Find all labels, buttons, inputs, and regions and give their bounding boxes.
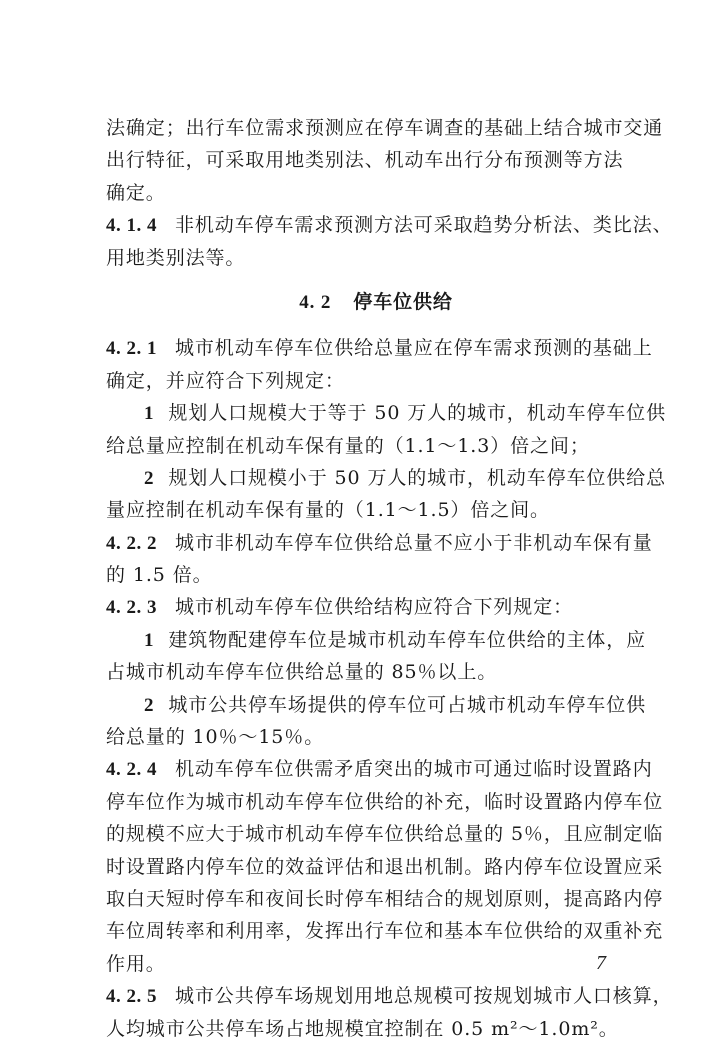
document-page xyxy=(106,112,673,1045)
clause-number: 4. 2. 4 xyxy=(106,759,157,781)
text-line: 给总量应控制在机动车保有量的（1.1～1.3）倍之间； xyxy=(106,434,590,457)
clause-number: 4. 2. 1 xyxy=(106,338,157,360)
clause-4-2-1 xyxy=(106,332,666,526)
clause-4-2-5 xyxy=(106,980,673,1045)
text-line: 机动车停车位供需矛盾突出的城市可通过临时设置路内 xyxy=(175,758,653,781)
text-line: 停车位作为城市机动车停车位供给的补充，临时设置路内停车位 xyxy=(106,790,664,813)
clause-4-2-3 xyxy=(106,591,646,753)
clause-number: 4. 2. 5 xyxy=(106,986,157,1008)
text-line: 作用。 xyxy=(106,952,166,975)
section-title: 停车位供给 xyxy=(353,290,453,313)
text-line: 非机动车停车需求预测方法可采取趋势分析法、类比法、 xyxy=(175,214,673,237)
item-number: 2 xyxy=(144,694,155,716)
clause-number: 4. 2. 2 xyxy=(106,532,157,554)
text-line: 给总量的 10％～15％。 xyxy=(106,726,325,749)
text-line: 量应控制在机动车保有量的（1.1～1.5）倍之间。 xyxy=(106,499,550,522)
item-number: 1 xyxy=(144,629,155,651)
text-line: 城市机动车停车位供给结构应符合下列规定： xyxy=(175,596,574,619)
clause-number: 4. 2. 3 xyxy=(106,597,157,619)
text-line: 规划人口规模小于 50 万人的城市，机动车停车位供给总 xyxy=(168,466,666,489)
clause-4-1-4 xyxy=(106,209,673,274)
text-line: 人均城市公共停车场占地规模宜控制在 0.5 m²～1.0m²。 xyxy=(106,1017,619,1040)
text-line: 用地类别法等。 xyxy=(106,246,246,269)
text-line: 城市机动车停车位供给总量应在停车需求预测的基础上 xyxy=(175,337,653,360)
text-line: 确定，并应符合下列规定： xyxy=(106,369,345,392)
text-line: 的 1.5 倍。 xyxy=(106,564,213,587)
text-line: 出行特征，可采取用地类别法、机动车出行分布预测等方法 xyxy=(106,149,624,172)
item-number: 1 xyxy=(144,403,155,425)
text-line: 城市公共停车场提供的停车位可占城市机动车停车位供 xyxy=(168,693,647,716)
text-line: 时设置路内停车位的效益评估和退出机制。路内停车位设置应采 xyxy=(106,855,664,878)
text-line: 确定。 xyxy=(106,181,166,204)
text-line: 的规模不应大于城市机动车停车位供给总量的 5％，且应制定临 xyxy=(106,823,664,846)
section-heading xyxy=(106,286,646,318)
text-line: 车位周转率和利用率，发挥出行车位和基本车位供给的双重补充 xyxy=(106,920,664,943)
page-number: 7 xyxy=(596,952,606,974)
text-line: 规划人口规模大于等于 50 万人的城市，机动车停车位供 xyxy=(168,402,666,425)
text-line: 取白天短时停车和夜间长时停车相结合的规划原则，提高路内停 xyxy=(106,887,664,910)
clause-4-2-2 xyxy=(106,527,653,592)
intro-paragraph xyxy=(106,112,664,209)
section-number: 4. 2 xyxy=(299,291,332,313)
text-line: 城市非机动车停车位供给总量不应小于非机动车保有量 xyxy=(175,531,653,554)
clause-number: 4. 1. 4 xyxy=(106,215,157,237)
text-line: 建筑物配建停车位是城市机动车停车位供给的主体，应 xyxy=(168,628,647,651)
text-line: 法确定；出行车位需求预测应在停车调查的基础上结合城市交通 xyxy=(106,117,664,139)
text-line: 占城市机动车停车位供给总量的 85％以上。 xyxy=(106,661,498,684)
clause-4-2-4 xyxy=(106,753,664,980)
item-number: 2 xyxy=(144,467,155,489)
text-line: 城市公共停车场规划用地总规模可按规划城市人口核算， xyxy=(175,985,673,1008)
